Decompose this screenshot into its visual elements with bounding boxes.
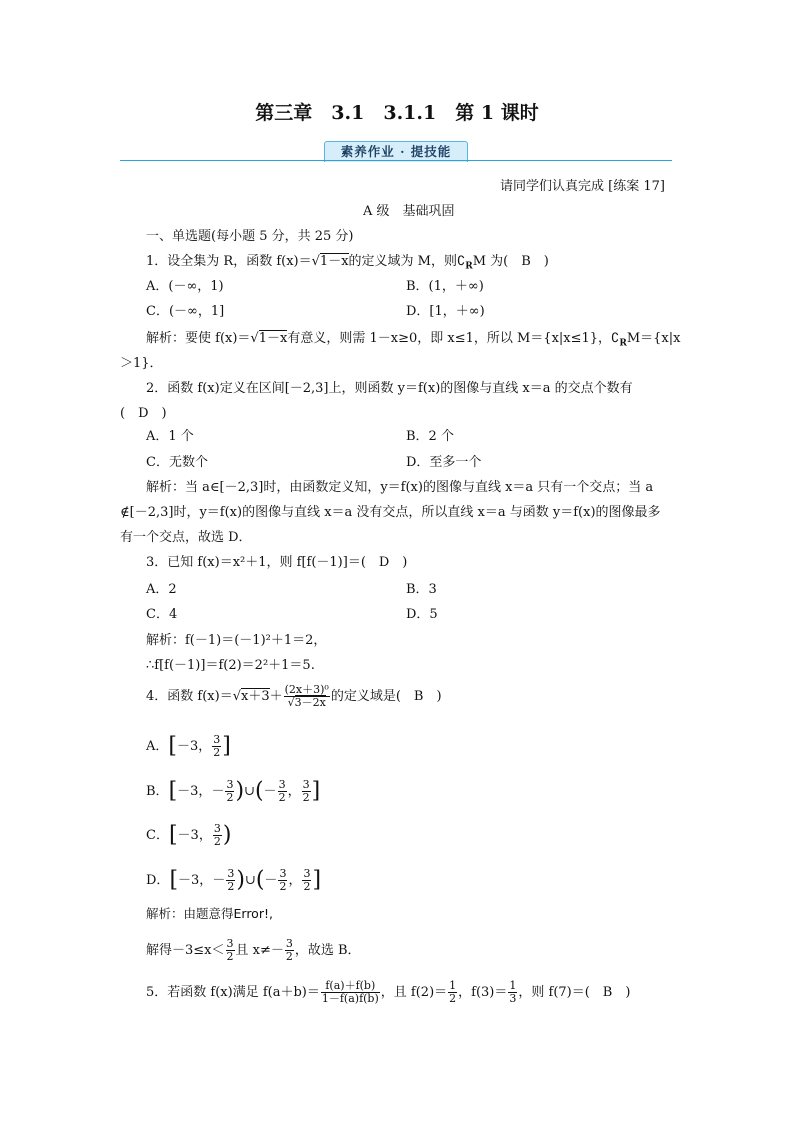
bracket: [ xyxy=(168,733,177,759)
sqrt-sign: √ xyxy=(250,331,259,346)
q4-d-frac1 xyxy=(226,868,235,893)
q4-solution-line1: 解析：由题意得Error!, xyxy=(146,906,273,921)
q4-d-label: D． xyxy=(146,873,170,888)
frac-den: 3 xyxy=(509,992,517,1005)
q1-sol-sqrt: 1－x xyxy=(258,331,288,346)
sqrt-sign: √ xyxy=(232,689,241,704)
frac-num: 3 xyxy=(279,867,287,880)
q4-b-frac3 xyxy=(302,779,311,804)
q3-solution-line1: 解析：f(－1)＝(－1)²＋1＝2， xyxy=(146,633,327,648)
frac-num: 3 xyxy=(226,937,234,950)
title-divider xyxy=(120,160,672,161)
q4-sol-frac2 xyxy=(285,938,294,963)
union-symbol: ∪ xyxy=(244,784,255,799)
q4-d-frac3 xyxy=(302,868,311,893)
q5-stem-d: ，则 f(7)＝( B ) xyxy=(518,985,631,1000)
q4-c-label: C． xyxy=(146,828,169,843)
bracket: [ xyxy=(169,867,179,893)
q3-option-b: B．3 xyxy=(406,582,437,597)
q1-option-c: C．(－∞，1] xyxy=(146,304,225,319)
q4-d-frac2 xyxy=(278,868,287,893)
q4-b-label: B． xyxy=(146,784,169,799)
bracket: [ xyxy=(168,822,178,848)
q2-option-d: D．至多一个 xyxy=(406,455,482,470)
sqrt-sign: √ xyxy=(311,254,320,269)
q4-c-frac xyxy=(213,823,222,848)
frac-num: 3 xyxy=(227,867,235,880)
q2-option-b: B．2 个 xyxy=(406,429,454,444)
frac-num: f(a)＋f(b) xyxy=(321,980,380,993)
q1-stem-b: 的定义域为 M，则∁ xyxy=(348,254,466,269)
frac-den: 2 xyxy=(213,835,221,848)
q4-frac-num: (2x＋3)⁰ xyxy=(284,683,329,696)
frac-den: 2 xyxy=(278,791,286,804)
q2-option-a: A．1 个 xyxy=(146,429,194,444)
q4-stem-b: 的定义域是( B ) xyxy=(330,689,442,704)
frac-num: 3 xyxy=(226,778,234,791)
minus: － xyxy=(211,784,225,799)
q4-sol-b: 且 x≠－ xyxy=(235,943,284,958)
q3-option-d: D．5 xyxy=(406,607,438,622)
q4-d-left: －3， xyxy=(178,873,213,888)
frac-num: 1 xyxy=(509,979,517,992)
bracket: ( xyxy=(255,867,265,893)
q1-option-d: D．[1，＋∞) xyxy=(406,304,485,319)
q3-option-c: C．4 xyxy=(146,607,178,622)
q4-stem xyxy=(146,684,442,709)
q4-option-a xyxy=(146,734,231,759)
q1-sol-a: 解析：要使 f(x)＝ xyxy=(146,331,251,346)
q3-solution-line2: ∴f[f(－1)]＝f(2)＝2²＋1＝5. xyxy=(146,658,315,673)
minus: － xyxy=(212,873,226,888)
q4-a-frac xyxy=(212,734,221,759)
page-title: 第三章 3.1 3.1.1 第 1 课时 xyxy=(255,102,539,124)
q1-stem xyxy=(146,253,549,276)
frac-den: 2 xyxy=(226,950,234,963)
q4-fraction xyxy=(284,684,330,709)
q4-sol-frac1 xyxy=(226,938,235,963)
q4-option-d xyxy=(146,868,321,893)
bracket: ) xyxy=(222,822,232,848)
q1-solution-line2: ＞1}． xyxy=(120,356,163,371)
q5-stem xyxy=(146,980,630,1005)
comma: ， xyxy=(288,873,302,888)
q4-solution-line2 xyxy=(146,938,361,963)
q1-sub: R xyxy=(465,261,473,272)
q2-solution-line3: 有一个交点，故选 D． xyxy=(120,530,252,545)
q2-stem-line1: 2．函数 f(x)定义在区间[－2,3]上，则函数 y＝f(x)的图像与直线 x＝a 的交点个数有 xyxy=(146,381,633,396)
frac-den: 1－f(a)f(b) xyxy=(321,992,379,1005)
frac-den: 2 xyxy=(227,880,235,893)
q1-sol-b: 有意义，则需 1－x≥0，即 x≤1，所以 M＝{x|x≤1}，∁ xyxy=(287,331,620,346)
q4-c-left: －3， xyxy=(177,828,212,843)
q4-sol-c: ，故选 B． xyxy=(294,943,361,958)
bracket: ) xyxy=(235,778,245,804)
q5-f3-frac xyxy=(508,980,517,1005)
q1-stem-a: 1．设全集为 R，函数 f(x)＝ xyxy=(146,254,312,269)
q4-frac-den: √3－2x xyxy=(287,696,326,709)
q4-sqrt: x＋3 xyxy=(241,689,270,704)
q1-sol-sub: R xyxy=(619,338,627,349)
bracket: ] xyxy=(311,778,321,804)
frac-den: 2 xyxy=(279,880,287,893)
q4-option-b xyxy=(146,779,320,804)
frac-num: 3 xyxy=(213,822,221,835)
q2-option-c: C．无数个 xyxy=(146,455,208,470)
frac-den: 2 xyxy=(213,746,221,759)
q5-stem-c: ，f(3)＝ xyxy=(458,985,508,1000)
frac-num: 3 xyxy=(302,778,310,791)
q5-f2-frac xyxy=(448,980,457,1005)
q2-solution-line2: ∉[－2,3]时，y＝f(x)的图像与直线 x＝a 没有交点，所以直线 x＝a 与函数 y＝f(x)的图像最多 xyxy=(120,505,661,520)
q2-stem-line2: ( D ) xyxy=(120,406,167,421)
minus: － xyxy=(264,873,278,888)
frac-num: 3 xyxy=(303,867,311,880)
q4-a-label: A． xyxy=(146,739,169,754)
level-heading: A 级 基础巩固 xyxy=(363,204,455,219)
q4-sol-a: 解得－3≤x＜ xyxy=(146,943,225,958)
q3-option-a: A．2 xyxy=(146,582,177,597)
frac-den: 2 xyxy=(449,992,457,1005)
comma: ， xyxy=(287,784,301,799)
q4-stem-a: 4．函数 f(x)＝ xyxy=(146,689,233,704)
frac-num: 1 xyxy=(449,979,457,992)
q5-fraction xyxy=(321,980,380,1005)
q1-option-a: A．(－∞，1) xyxy=(146,279,224,294)
frac-num: 3 xyxy=(278,778,286,791)
q1-stem-c: M 为( B ) xyxy=(472,254,549,269)
q4-option-c xyxy=(146,823,231,848)
q2-solution-line1: 解析：当 a∈[－2,3]时，由函数定义知，y＝f(x)的图像与直线 x＝a 只有一个交点；当 a xyxy=(146,480,654,495)
section-heading: 一、单选题(每小题 5 分，共 25 分) xyxy=(146,229,354,244)
minus: － xyxy=(263,784,277,799)
bracket: ] xyxy=(222,733,231,759)
q1-sqrt: 1－x xyxy=(319,254,349,269)
frac-den: 2 xyxy=(285,950,293,963)
q4-frac-den-text: 3－2x xyxy=(294,696,326,709)
frac-num: 3 xyxy=(285,937,293,950)
bracket: [ xyxy=(168,778,178,804)
q4-plus: ＋ xyxy=(269,689,283,704)
q1-sol-c: M＝{x|x xyxy=(626,331,681,346)
q5-stem-a: 5．若函数 f(x)满足 f(a＋b)＝ xyxy=(146,985,320,1000)
frac-den: 2 xyxy=(226,791,234,804)
q1-solution-line1 xyxy=(146,330,680,353)
bracket: ) xyxy=(236,867,245,893)
frac-den: 2 xyxy=(303,880,311,893)
bracket: ( xyxy=(254,778,264,804)
q4-b-frac1 xyxy=(225,779,234,804)
practice-note: 请同学们认真完成 [练案 17] xyxy=(500,179,665,194)
q4-a-left: －3， xyxy=(176,739,212,754)
q4-b-frac2 xyxy=(278,779,287,804)
q1-option-b: B．(1，＋∞) xyxy=(406,279,484,294)
section-badge: 素养作业 · 提技能 xyxy=(324,141,468,162)
union-symbol: ∪ xyxy=(244,873,256,888)
frac-num: 3 xyxy=(213,733,221,746)
q4-b-left: －3， xyxy=(177,784,212,799)
q5-stem-b: ，且 f(2)＝ xyxy=(380,985,448,1000)
frac-den: 2 xyxy=(302,791,310,804)
bracket: ] xyxy=(312,867,322,893)
q3-stem: 3．已知 f(x)＝x²＋1，则 f[f(－1)]＝( D ) xyxy=(146,555,408,570)
